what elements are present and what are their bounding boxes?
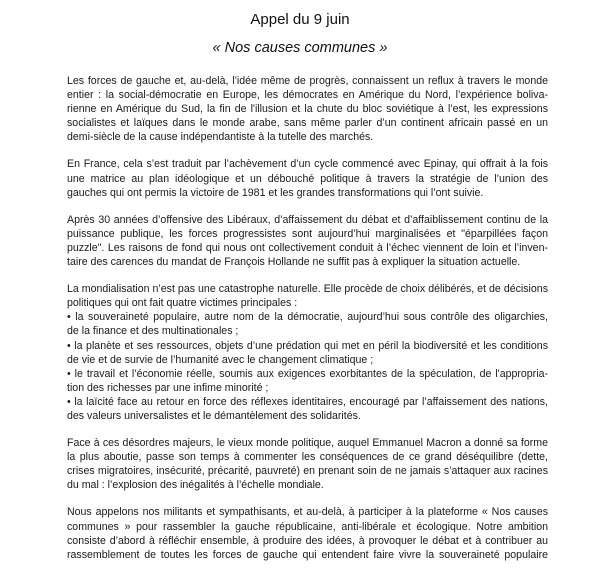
text-line: La mondialisation n’est pas une catastrophe naturelle. Elle procède de choix délibérés, et de décisions bbox=[67, 283, 548, 296]
text-line: crises migratoires, insécurité, précarité, pauvreté) en prenant soin de ne jamais s’attaquer aux racines bbox=[67, 465, 548, 478]
document-subtitle: « Nos causes communes » bbox=[212, 40, 388, 56]
text-line: la plus aboutie, passe son temps à commenter les conséquences de ce grand déséquilibre (dette, bbox=[67, 451, 548, 464]
bullet-item-labour: • le travail et l’économie réelle, soumis aux exigences exorbitantes de la spéculation, de l'appropria- bbox=[67, 367, 548, 380]
bullet-item-planet: • la planète et ses ressources, objets d’une prédation qui met en péril la biodiversité et les conditions bbox=[67, 339, 548, 352]
text-line: gauches qui ont permis la victoire de 1981 et les grandes transformations qui l’ont suivie. bbox=[67, 186, 484, 199]
text-line: taire des carences du mandat de François Hollande ne suffit pas à expliquer la situation actuelle. bbox=[67, 256, 521, 269]
bullet-item-labour-cont: tion des richesses par une infime minorité ; bbox=[67, 381, 269, 394]
bullet-item-planet-cont: de vie et de survie de l’humanité avec le changement climatique ; bbox=[67, 353, 374, 366]
bullet-item-sovereignty-cont: de la finance et des multinationales ; bbox=[67, 325, 239, 338]
paragraph-liberal-offensive bbox=[67, 213, 548, 269]
paragraph-globalisation-victims bbox=[67, 282, 548, 423]
text-line: Face à ces désordres majeurs, le vieux monde politique, auquel Emmanuel Macron a donné sa forme bbox=[67, 437, 548, 450]
text-line: En France, cela s’est traduit par l’achèvement d’un cycle commencé avec Epinay, qui offrait à la fois bbox=[67, 158, 548, 171]
paragraph-call-to-action bbox=[67, 505, 548, 561]
text-line: politiques qui ont fait quatre victimes principales : bbox=[67, 297, 298, 310]
bullet-item-secularism: • la laïcité face au retour en force des réflexes identitaires, encouragé par l’affaissement des nations, bbox=[67, 395, 548, 408]
text-line: socialistes et laïques dans le monde arabe, sans même parler d’un continent africain passé en un bbox=[67, 117, 548, 130]
text-line: puissance publique, les forces progressistes sont aujourd’hui marginalisées et "éparpillées façon bbox=[67, 227, 548, 240]
text-line: rassemblement de toutes les forces de gauche qui entendent faire vivre la souveraineté populaire bbox=[67, 548, 548, 561]
text-line: Les forces de gauche et, au-delà, l’idée même de progrès, connaissent un reflux à travers le monde bbox=[67, 75, 548, 87]
paragraph-global-reflux bbox=[67, 74, 548, 144]
text-line: puzzle". Les raisons de fond qui nous ont collectivement conduit à l’échec viennent de loin et l’inven- bbox=[67, 241, 548, 254]
text-line: rienne en Amérique du Sud, la fin de l'illusion et la chute du bloc soviétique à l’est, les expressions bbox=[67, 103, 548, 116]
text-line: du mal : l’explosion des inégalités à l’échelle mondiale. bbox=[67, 479, 324, 492]
text-line: Nous appelons nos militants et sympathisants, et au-delà, à participer à la plateforme « Nos causes bbox=[67, 506, 548, 519]
text-line: demi-siècle de la cause indépendantiste à la tutelle des marchés. bbox=[67, 131, 374, 144]
text-line: entier : la social-démocratie en Europe, les démocrates en Amérique du Nord, l’expérience boliva- bbox=[67, 89, 548, 102]
paragraph-old-world bbox=[67, 436, 548, 492]
document-body bbox=[67, 74, 548, 575]
text-line: communes » pour rassembler la gauche républicaine, anti-libérale et écologique. Notre ambition bbox=[67, 520, 548, 533]
document-title: Appel du 9 juin bbox=[250, 11, 350, 28]
bullet-item-sovereignty: • la souveraineté populaire, autre nom de la démocratie, aujourd’hui sous contrôle des oligarchies, bbox=[67, 311, 548, 324]
text-line: Après 30 années d’offensive des Libéraux, d’affaissement du débat et d’affaiblissement continu de la bbox=[67, 213, 548, 226]
paragraph-france-cycle bbox=[67, 157, 548, 199]
text-line: une matrice au plan idéologique et un débouché politique à travers la stratégie de l’union des bbox=[67, 172, 548, 185]
text-line: consiste d’abord à réfléchir ensemble, à produire des idées, à provoquer le débat et à contribuer au bbox=[67, 534, 548, 547]
bullet-item-secularism-cont: des valeurs universalistes et le démantèlement des solidarités. bbox=[67, 409, 361, 422]
